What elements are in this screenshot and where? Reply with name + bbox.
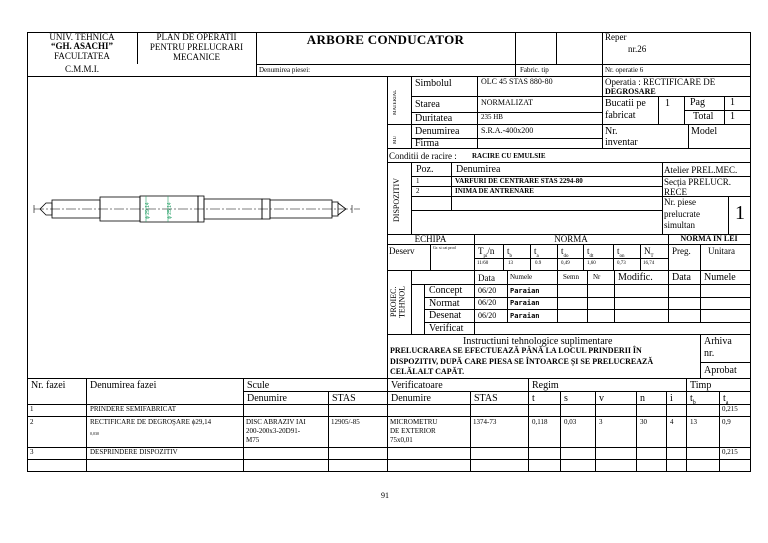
operation-value: DEGROSARE <box>605 87 656 96</box>
document-title: ARBORE CONDUCATOR <box>306 32 465 47</box>
normat-date: 06/20 <box>478 298 497 307</box>
hardness-label: Duritatea <box>415 113 453 124</box>
instructions-line: PRELUCRAREA SE EFECTUEAZĂ PÂNĂ LA LOCUL PRINDERII ÎN <box>390 346 642 355</box>
parts-simultan-label: simultan <box>664 220 695 230</box>
concept-name: Paraian <box>510 287 540 295</box>
ta-label: $t_a$ <box>534 246 539 259</box>
symbol-label: Simbolul <box>415 78 452 89</box>
concept-date: 06/20 <box>478 286 497 295</box>
normat-label: Normat <box>429 298 460 309</box>
parts-simultan-label: Nr. piese <box>664 197 696 207</box>
material-side-label: MATERIAL <box>393 89 398 115</box>
total-label: Total <box>693 111 714 122</box>
hardness-value: 235 HB <box>481 113 503 121</box>
date-header: Data <box>478 273 495 283</box>
operation-label: Operatia : RECTIFICARE DE <box>605 77 716 87</box>
service-label: Deserv <box>389 246 415 256</box>
gauge-stas: 1374-73 <box>473 418 497 426</box>
inventory-label: inventar <box>605 137 638 148</box>
fixture-side-label: DISPOZITIV <box>392 178 401 222</box>
tdo-label: $t_{do}$ <box>561 246 569 259</box>
phase-name: PRINDERE SEMIFABRICAT <box>90 405 177 413</box>
fixture-name-label: Denumirea <box>456 164 501 175</box>
phase-number: 3 <box>30 448 34 456</box>
rpm-header: n <box>640 393 645 404</box>
date-header: Data <box>672 272 691 283</box>
part-name-label: Denumirea piesei: <box>259 66 311 74</box>
phase-ta: 0,9 <box>722 418 731 426</box>
archive-label: Arhiva <box>704 336 732 347</box>
state-value: NORMALIZAT <box>481 98 533 107</box>
machine-name-value: S.R.A.-400x200 <box>481 126 534 135</box>
passes-value: 4 <box>670 418 674 426</box>
phase-name: RECTIFICARE DE DEGROŞARE ϕ29,14 <box>90 418 212 426</box>
symbol-value: OLC 45 STAS 880-80 <box>481 77 553 86</box>
page-label: Pag <box>690 97 705 108</box>
phase-ta: 0,215 <box>722 405 738 413</box>
university-line: “GH. ASACHI” <box>50 41 113 51</box>
sign-header: Semn <box>563 273 579 281</box>
nr-header: Nr <box>593 273 601 281</box>
page-value: 1 <box>730 97 735 108</box>
team-label: ECHIPA <box>414 234 447 244</box>
normat-name: Paraian <box>510 299 540 307</box>
depth-value: 0,118 <box>532 418 548 426</box>
operation-number: Nr. operatie 6 <box>605 66 644 74</box>
norm-value: 16,74 <box>643 261 655 266</box>
norm-value: 0,49 <box>561 261 570 266</box>
norm-value: 11/60 <box>477 261 489 266</box>
instructions-title: Instructiuni tehnologice suplimentare <box>463 336 613 347</box>
position-label: Poz. <box>416 164 434 175</box>
center-marks <box>34 205 352 213</box>
norm-label: NORMA <box>554 234 588 244</box>
tpi-label: $T_{pi}/n$ <box>478 246 495 259</box>
university-line: C.M.M.I. <box>64 64 99 74</box>
name-header: Numele <box>704 272 736 283</box>
passes-header: i <box>670 393 673 404</box>
gauges-name-header: Denumire <box>391 393 431 404</box>
machine-name-label: Denumirea <box>415 126 460 137</box>
plan-title-line: PLAN DE OPERATII <box>156 32 237 42</box>
tb-header: $t_b$ <box>690 393 696 406</box>
norm-lei-label: NORMA IN LEI <box>680 234 738 243</box>
ton-label: $t_{on}$ <box>617 246 625 259</box>
pieces-label: fabricat <box>605 110 636 121</box>
nt-label: $N_T$ <box>644 246 654 259</box>
parts-simultan-label: prelucrate <box>664 209 700 219</box>
workshop-label: Atelier PREL.MEC. <box>664 165 738 175</box>
tool-name: M75 <box>246 436 260 444</box>
phase-number: 1 <box>30 405 34 413</box>
gauge-name: 75x0,01 <box>390 436 413 444</box>
phase-tb: 13 <box>690 418 697 426</box>
time-header: Timp <box>690 380 712 391</box>
tool-name: DISC ABRAZIV IAI <box>246 418 306 426</box>
university-line: FACULTATEA <box>54 51 110 61</box>
diameter-label: ϕ 25,14 <box>167 202 173 219</box>
archive-label: nr. <box>704 348 715 359</box>
tools-header: Scule <box>247 380 270 391</box>
firm-label: Firma <box>415 138 439 149</box>
speed-value: 3 <box>599 418 603 426</box>
unit-label: Unitara <box>708 246 735 256</box>
phase-name-header: Denumirea fazei <box>90 380 157 391</box>
phase-number-header: Nr. fazei <box>31 380 66 391</box>
parts-simultan-value: 1 <box>735 202 745 224</box>
norm-value: 1,60 <box>587 261 596 266</box>
approved-label: Aprobat <box>704 365 737 376</box>
desenat-label: Desenat <box>429 310 462 321</box>
pieces-label: Bucatii pe <box>605 98 646 109</box>
feed-value: 0,03 <box>564 418 577 426</box>
section-label: Secția PRELUCR. <box>664 177 731 187</box>
gauge-name: DE EXTERIOR <box>390 427 436 435</box>
cooling-value: RACIRE CU EMULSIE <box>472 152 546 160</box>
regime-header: Regim <box>532 380 559 391</box>
fixture-position: 2 <box>416 187 420 195</box>
tools-name-header: Denumire <box>247 393 287 404</box>
reper-value: nr.26 <box>628 44 647 54</box>
cooling-label: Conditii de racire : <box>389 151 457 161</box>
fixture-position: 1 <box>416 177 420 185</box>
ta-header: $t_a$ <box>723 393 729 406</box>
tb-label: $t_b$ <box>507 246 513 259</box>
fixture-item: VARFURI DE CENTRARE STAS 2294-80 <box>455 177 583 185</box>
plan-title-line: PENTRU PRELUCRARI <box>149 42 244 52</box>
feed-header: s <box>564 393 568 404</box>
preparation-label: Preg. <box>672 246 691 256</box>
diameter-label: ϕ 29,14 <box>145 202 151 219</box>
state-label: Starea <box>415 99 440 110</box>
inventory-label: Nr. <box>605 126 618 137</box>
gauges-header: Verificatoare <box>391 380 443 391</box>
gauges-stas-header: STAS <box>474 393 498 404</box>
university-line: UNIV. TEHNICA <box>49 32 115 42</box>
speed-header: v <box>599 393 604 404</box>
tools-stas-header: STAS <box>332 393 356 404</box>
modification-header: Modific. <box>618 272 653 283</box>
concept-label: Concept <box>429 285 463 296</box>
verificat-label: Verificat <box>429 323 464 334</box>
total-value: 1 <box>730 111 735 122</box>
model-label: Model <box>691 126 718 137</box>
norm-value: 13 <box>508 261 513 266</box>
category-label: Gr. si cat prod <box>433 245 456 250</box>
phase-name: DESPRINDERE DISPOZITIV <box>90 448 178 456</box>
name-header: Numele <box>510 273 533 281</box>
phase-tolerance: 0,030 <box>90 431 99 436</box>
tool-name: 200-200x3-20D91- <box>246 427 301 435</box>
depth-header: t <box>532 393 535 404</box>
reper-label: Reper <box>605 32 627 42</box>
phase-ta: 0,215 <box>722 448 738 456</box>
fabric-type-label: Fabric. tip <box>520 66 549 74</box>
rpm-value: 30 <box>640 418 647 426</box>
dim-labels <box>145 202 173 219</box>
desenat-name: Paraian <box>510 312 540 320</box>
design-side-label: PROIEC. TEHNOL <box>389 286 407 318</box>
gauge-name: MICROMETRU <box>390 418 438 426</box>
desenat-date: 06/20 <box>478 311 497 320</box>
norm-value: 0.9 <box>535 261 542 266</box>
tdt-label: $t_{dt}$ <box>587 246 594 259</box>
mu-side-label: MU <box>393 135 398 144</box>
tool-stas: 12905/-85 <box>331 418 360 426</box>
fixture-item: INIMA DE ANTRENARE <box>455 187 534 195</box>
norm-value: 0,73 <box>617 261 626 266</box>
phase-number: 2 <box>30 418 34 426</box>
page-number: 91 <box>381 491 389 500</box>
plan-title-line: MECANICE <box>173 52 220 62</box>
instructions-line: DISPOZITIV, DUPĂ CARE PIESA SE ÎNTOARCE ȘI SE PRELUCREAZĂ <box>390 357 654 366</box>
instructions-line: CELĂLALT CAPĂT. <box>390 367 465 376</box>
pieces-value: 1 <box>665 98 670 109</box>
section-label: RECE <box>664 187 688 197</box>
